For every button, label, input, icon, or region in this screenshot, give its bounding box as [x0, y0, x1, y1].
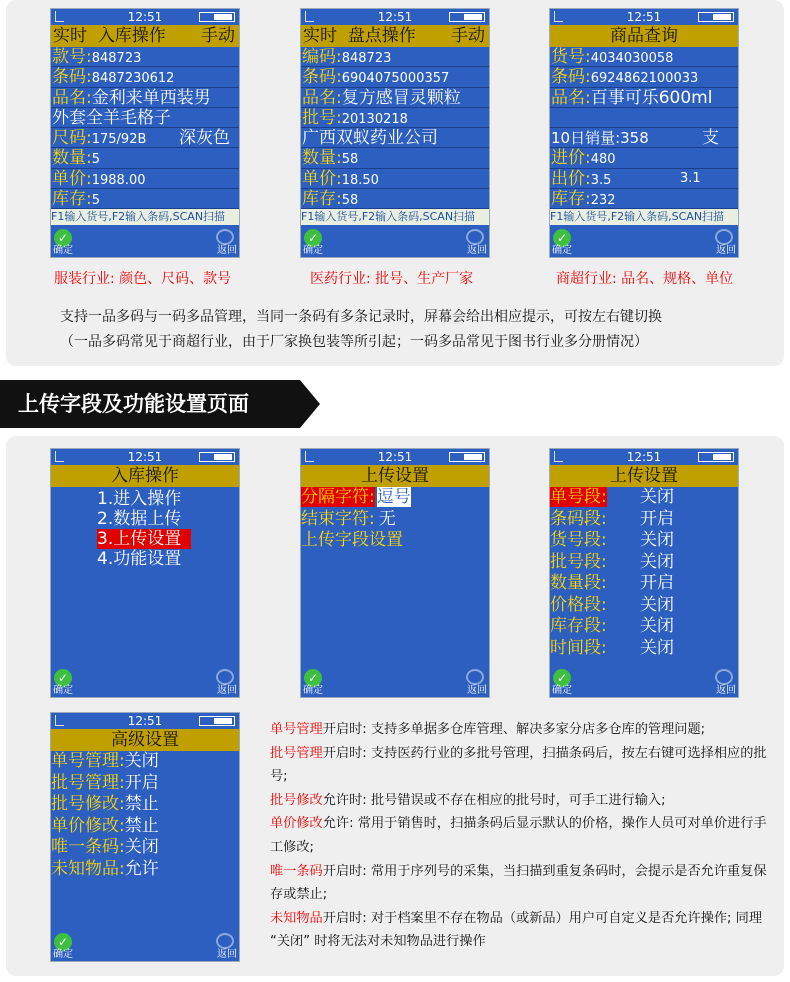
status-bar	[301, 9, 489, 25]
field-value: 8487230612	[91, 71, 175, 87]
advanced-label: 批号管理:	[51, 772, 125, 793]
menu-item-selected[interactable]: 3.上传设置	[97, 529, 191, 549]
back-label[interactable]: 返回	[716, 685, 736, 696]
description-text: 开启时: 对于档案里不存在物品（或新品）用户可自定义是否允许操作; 同理 “关闭” 时将无法对未知物品进行操作	[270, 910, 763, 950]
field-toggle-value[interactable]: 关闭	[640, 487, 674, 507]
field-toggle-value[interactable]: 开启	[640, 573, 674, 593]
field-toggle-value[interactable]: 关闭	[640, 616, 674, 636]
description-text: 允许时: 批号错误或不存在相应的批号时，可手工进行输入;	[322, 792, 666, 808]
clock: 12:51	[127, 10, 163, 24]
field-label: 出价:	[551, 168, 591, 189]
phone-clothing	[50, 8, 240, 258]
field-label: 批号:	[302, 107, 342, 128]
field-toggle-row[interactable]	[550, 530, 738, 552]
screen-title: 入库操作	[97, 26, 166, 46]
field-extra: 深灰色	[179, 128, 230, 149]
description-key: 批号管理	[270, 745, 323, 761]
note-line-2: （一品多码常见于商超行业，由于厂家换包装等所引起；一码多品常见于图书行业多分册情况）	[60, 334, 648, 350]
title-bar	[550, 25, 738, 47]
setting-label: 结束字符:	[301, 508, 375, 529]
field-row	[301, 128, 489, 148]
menu-item[interactable]: 1.进入操作	[97, 489, 182, 509]
signal-icon	[55, 451, 64, 462]
hint-bar: F1输入货号,F2输入条码,SCAN扫描	[51, 209, 239, 225]
title-right: 手动	[451, 26, 485, 46]
field-row	[51, 148, 239, 168]
confirm-check-icon[interactable]: ✓	[553, 229, 571, 247]
softkey-bar	[550, 227, 738, 257]
field-toggle-label: 库存段:	[550, 616, 607, 636]
clock: 12:51	[377, 450, 413, 464]
advanced-value[interactable]: 允许	[124, 858, 159, 879]
softkey-bar	[51, 227, 239, 257]
title-left: 实时	[53, 26, 87, 46]
field-row	[51, 88, 239, 108]
signal-icon	[305, 451, 314, 462]
field-row	[550, 169, 738, 189]
field-row	[51, 47, 239, 67]
description-item	[270, 789, 770, 813]
field-toggle-label: 货号段:	[550, 530, 607, 550]
field-row	[550, 88, 738, 108]
field-row	[51, 67, 239, 87]
field-value: 6904075000357	[341, 71, 450, 87]
hint-bar: F1输入货号,F2输入条码,SCAN扫描	[550, 209, 738, 225]
field-extra: 3.1	[680, 170, 701, 186]
advanced-label: 单号管理:	[51, 751, 125, 771]
field-label: 编码:	[302, 47, 342, 67]
clock: 12:51	[127, 450, 163, 464]
field-value: 广西双蚁药业公司	[302, 128, 438, 149]
description-key: 批号修改	[270, 792, 323, 808]
setting-row[interactable]	[301, 530, 489, 552]
field-toggle-label: 条码段:	[550, 508, 607, 529]
description-item	[270, 742, 770, 789]
description-key: 唯一条码	[270, 863, 323, 879]
phone-upload-fields	[549, 448, 739, 698]
back-label[interactable]: 返回	[217, 685, 237, 696]
advanced-row[interactable]	[51, 837, 239, 859]
advanced-list	[51, 751, 239, 880]
field-row	[550, 128, 738, 148]
field-value: 232	[590, 193, 616, 209]
softkey-bar	[51, 931, 239, 961]
field-row	[550, 108, 738, 128]
signal-icon	[55, 715, 64, 726]
clock: 12:51	[626, 10, 662, 24]
field-toggle-row[interactable]	[550, 573, 738, 595]
title-bar: 上传设置	[550, 465, 738, 487]
hint-bar: F1输入货号,F2输入条码,SCAN扫描	[301, 209, 489, 225]
phone-pharmacy	[300, 8, 490, 258]
field-toggle-value[interactable]: 开启	[640, 508, 674, 529]
setting-label: 分隔字符:	[301, 487, 375, 507]
description-text: 开启时: 支持医药行业的多批号管理，扫描条码后，按左右键可选择相应的批号;	[270, 745, 767, 785]
field-toggle-value[interactable]: 关闭	[640, 551, 674, 572]
title-right: 手动	[201, 26, 235, 46]
field-label: 进价:	[551, 148, 591, 169]
field-value: 4034030058	[590, 51, 674, 66]
description-key: 未知物品	[270, 910, 323, 926]
field-row	[550, 189, 738, 209]
field-row	[301, 189, 489, 209]
advanced-value[interactable]: 关闭	[124, 837, 159, 857]
phone-retail	[549, 8, 739, 258]
description-item	[270, 718, 770, 742]
field-value: 5	[91, 152, 101, 168]
confirm-label[interactable]: 确定	[53, 245, 73, 256]
title-bar	[301, 25, 489, 47]
signal-icon	[554, 451, 563, 462]
title-bar	[51, 25, 239, 47]
setting-label: 上传字段设置	[301, 530, 403, 550]
field-row	[301, 148, 489, 168]
field-row	[51, 169, 239, 189]
advanced-label: 批号修改:	[51, 794, 125, 814]
field-row	[51, 189, 239, 209]
title-bar: 上传设置	[301, 465, 489, 487]
advanced-label: 单价修改:	[51, 815, 125, 836]
advanced-row[interactable]	[51, 859, 239, 881]
field-value: 20130218	[341, 111, 408, 127]
field-toggle-row[interactable]	[550, 595, 738, 617]
setting-row[interactable]	[301, 487, 489, 509]
field-label: 单价:	[52, 168, 92, 189]
title-bar: 高级设置	[51, 729, 239, 751]
field-value: 480	[590, 152, 616, 168]
field-label: 库存:	[551, 189, 591, 210]
confirm-check-icon[interactable]: ✓	[54, 669, 72, 687]
confirm-label[interactable]: 确定	[53, 685, 73, 696]
field-toggle-row[interactable]	[550, 509, 738, 531]
battery-icon	[199, 716, 235, 726]
field-label: 品名:	[551, 87, 591, 108]
field-toggle-label: 单号段:	[550, 487, 607, 507]
field-row	[301, 108, 489, 128]
field-value: 金利来单西装男	[91, 87, 211, 108]
advanced-label: 唯一条码:	[51, 837, 125, 857]
description-item	[270, 907, 770, 954]
confirm-check-icon[interactable]: ✓	[54, 933, 72, 951]
field-toggle-value[interactable]: 关闭	[640, 530, 674, 550]
field-row	[301, 169, 489, 189]
field-row	[550, 148, 738, 168]
advanced-row[interactable]	[51, 773, 239, 795]
confirm-label[interactable]: 确定	[53, 949, 73, 960]
field-toggle-row[interactable]	[550, 616, 738, 638]
field-value: 58	[341, 193, 359, 209]
confirm-check-icon[interactable]: ✓	[304, 669, 322, 687]
battery-icon	[698, 12, 734, 22]
field-label: 数量:	[302, 148, 342, 169]
description-key: 单价修改	[270, 816, 323, 832]
field-label: 条码:	[52, 67, 92, 88]
field-label: 尺码:	[52, 128, 92, 149]
note-line-1: 支持一品多码与一码多品管理，当同一条码有多条记录时，屏幕会给出相应提示，可按左右键切换	[60, 309, 662, 325]
back-label[interactable]: 返回	[467, 685, 487, 696]
clock: 12:51	[127, 714, 163, 728]
caption-clothing: 服装行业: 颜色、尺码、款号	[54, 271, 232, 287]
softkey-bar	[51, 667, 239, 697]
caption-pharmacy: 医药行业: 批号、生产厂家	[310, 271, 474, 287]
caption-retail: 商超行业: 品名、规格、单位	[556, 271, 734, 287]
settings-list	[301, 487, 489, 552]
confirm-check-icon[interactable]: ✓	[553, 669, 571, 687]
setting-value: 无	[378, 508, 396, 529]
field-toggle-label: 价格段:	[550, 594, 607, 615]
field-label: 款号:	[52, 47, 92, 67]
menu-item[interactable]: 2.数据上传	[97, 509, 182, 529]
screen-title: 盘点操作	[347, 26, 416, 46]
battery-icon	[199, 452, 235, 462]
battery-icon	[449, 452, 485, 462]
phone-menu	[50, 448, 240, 698]
advanced-value[interactable]: 关闭	[124, 751, 159, 771]
description-item	[270, 812, 770, 859]
field-toggle-label: 时间段:	[550, 637, 607, 658]
clock: 12:51	[626, 450, 662, 464]
status-bar	[550, 449, 738, 465]
confirm-label[interactable]: 确定	[552, 685, 572, 696]
advanced-value[interactable]: 开启	[124, 772, 159, 793]
description-text: 开启时: 常用于序列号的采集，当扫描到重复条码时，会提示是否允许重复保存或禁止;	[270, 863, 767, 903]
confirm-check-icon[interactable]: ✓	[54, 229, 72, 247]
field-value: 175/92B	[91, 132, 147, 148]
field-value: 外套全羊毛格子	[52, 107, 171, 128]
status-bar	[550, 9, 738, 25]
battery-icon	[199, 12, 235, 22]
field-row	[51, 128, 239, 148]
field-value: 复方感冒灵颗粒	[341, 87, 461, 108]
description-key: 单号管理	[270, 722, 323, 737]
field-row	[301, 47, 489, 67]
setting-row[interactable]	[301, 509, 489, 531]
field-value: 6924862100033	[590, 71, 699, 87]
field-value: 58	[341, 152, 359, 168]
status-bar	[301, 449, 489, 465]
field-label: 条码:	[551, 67, 591, 88]
title-bar: 入库操作	[51, 465, 239, 487]
signal-icon	[554, 11, 563, 22]
field-value: 1988.00	[91, 172, 146, 188]
field-row	[51, 108, 239, 128]
battery-icon	[449, 12, 485, 22]
battery-icon	[698, 452, 734, 462]
back-label[interactable]: 返回	[467, 245, 487, 256]
softkey-bar	[301, 227, 489, 257]
menu-item[interactable]: 4.功能设置	[97, 549, 182, 569]
field-label: 库存:	[302, 189, 342, 210]
advanced-row[interactable]	[51, 751, 239, 773]
field-label: 货号:	[551, 47, 591, 67]
back-label[interactable]: 返回	[217, 245, 237, 256]
back-label[interactable]: 返回	[716, 245, 736, 256]
field-value: 18.50	[341, 172, 379, 188]
field-label: 单价:	[302, 168, 342, 189]
feature-descriptions	[270, 718, 770, 954]
field-label: 品名:	[52, 87, 92, 108]
status-bar	[51, 713, 239, 729]
field-toggle-label: 数量段:	[550, 573, 607, 593]
signal-icon	[305, 11, 314, 22]
setting-value-input[interactable]: 逗号	[376, 487, 411, 507]
advanced-value[interactable]: 禁止	[124, 794, 159, 814]
field-row	[550, 47, 738, 67]
field-value: 848723	[91, 51, 142, 66]
advanced-label: 未知物品:	[51, 858, 125, 879]
phone-upload-settings	[300, 448, 490, 698]
field-row	[301, 88, 489, 108]
field-value: 10日销量:358	[551, 129, 649, 148]
description-text: 开启时: 支持多单据多仓库管理、解决多家分店多仓库的管理问题;	[322, 722, 706, 737]
section-heading: 上传字段及功能设置页面	[0, 380, 300, 428]
softkey-bar	[301, 667, 489, 697]
field-label: 品名:	[302, 87, 342, 108]
field-row	[550, 67, 738, 87]
advanced-value[interactable]: 禁止	[124, 815, 159, 836]
back-label[interactable]: 返回	[217, 949, 237, 960]
field-toggle-value[interactable]: 关闭	[640, 637, 674, 658]
description-item	[270, 860, 770, 907]
field-toggle-label: 批号段:	[550, 551, 607, 572]
status-bar	[51, 449, 239, 465]
field-toggle-value[interactable]: 关闭	[640, 594, 674, 615]
status-bar	[51, 9, 239, 25]
field-extra: 支	[702, 128, 719, 149]
field-label: 数量:	[52, 148, 92, 169]
fields-list	[550, 487, 738, 659]
field-toggle-row[interactable]	[550, 487, 738, 509]
field-label: 库存:	[52, 189, 92, 210]
field-value: 百事可乐600ml	[590, 87, 713, 108]
description-text: 允许: 常用于销售时，扫描条码后显示默认的价格，操作人员可对单价进行手工修改;	[270, 816, 767, 855]
clock: 12:51	[377, 10, 413, 24]
confirm-label[interactable]: 确定	[303, 245, 323, 256]
field-value: 848723	[341, 51, 392, 66]
confirm-check-icon[interactable]: ✓	[304, 229, 322, 247]
advanced-row[interactable]	[51, 816, 239, 838]
advanced-row[interactable]	[51, 794, 239, 816]
screen-title: 商品查询	[610, 26, 678, 46]
title-left: 实时	[303, 26, 337, 46]
phone-advanced-settings	[50, 712, 240, 962]
confirm-label[interactable]: 确定	[552, 245, 572, 256]
field-toggle-row[interactable]	[550, 552, 738, 574]
menu-list	[51, 487, 239, 569]
field-value: 3.5	[590, 172, 612, 188]
field-row	[301, 67, 489, 87]
softkey-bar	[550, 667, 738, 697]
signal-icon	[55, 11, 64, 22]
field-value: 5	[91, 193, 101, 209]
field-toggle-row[interactable]	[550, 638, 738, 660]
field-label: 条码:	[302, 67, 342, 88]
confirm-label[interactable]: 确定	[303, 685, 323, 696]
